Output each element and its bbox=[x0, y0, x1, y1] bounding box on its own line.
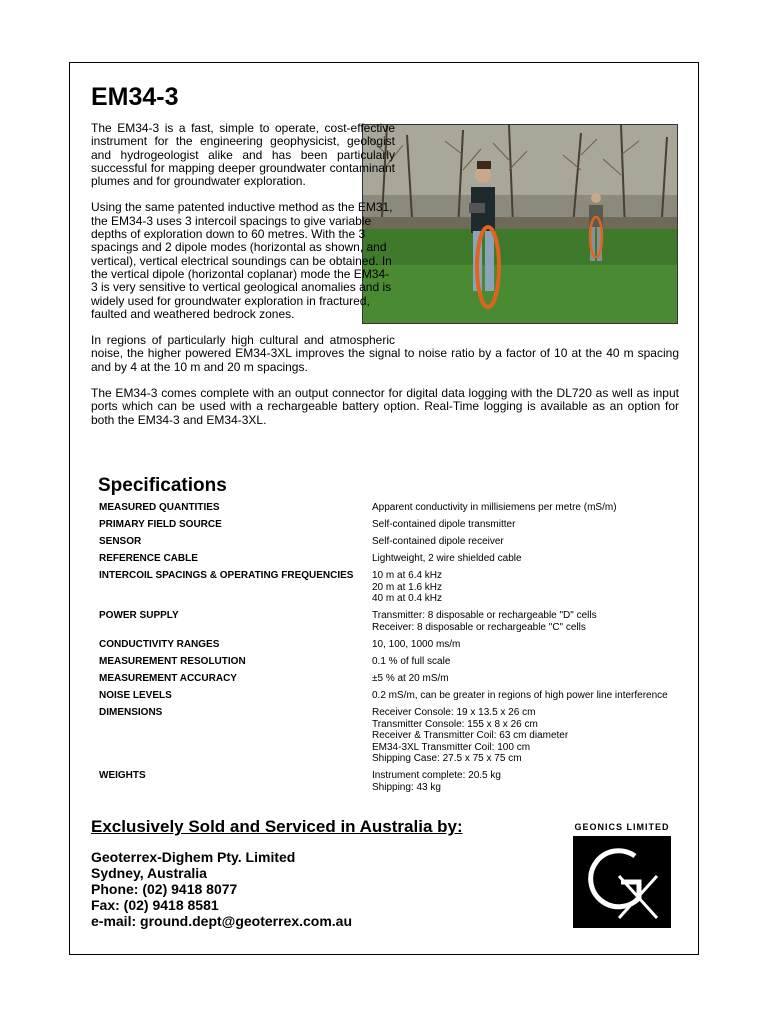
paragraph-logging: The EM34-3 comes complete with an output connector for digital data logging with the DL720 as well as input ports which can be used with a rechargeable battery option. Real-Time logging is available as an option for both the EM34-3 and EM34-3XL. bbox=[91, 386, 679, 427]
spec-label: WEIGHTS bbox=[99, 770, 146, 781]
email-address: e-mail: ground.dept@geoterrex.com.au bbox=[91, 913, 353, 929]
spec-row bbox=[99, 519, 679, 536]
spec-value: Receiver Console: 19 x 13.5 x 26 cm Transmitter Console: 155 x 8 x 26 cm Receiver & Transmitter Coil: 63 cm diameter EM34-3XL Transmitter Coil: 100 cm Shipping Case: 27.5 x 75 x 75 cm bbox=[372, 707, 569, 764]
geonics-logo bbox=[573, 836, 671, 928]
description-text bbox=[91, 122, 679, 440]
company-name: Geoterrex-Dighem Pty. Limited bbox=[91, 849, 296, 865]
spec-row bbox=[99, 553, 679, 570]
spec-label: NOISE LEVELS bbox=[99, 690, 172, 701]
specifications-heading: Specifications bbox=[98, 475, 227, 496]
spec-label: POWER SUPPLY bbox=[99, 610, 179, 621]
spec-label: REFERENCE CABLE bbox=[99, 553, 198, 564]
photo-spacer bbox=[407, 122, 679, 342]
phone-number: Phone: (02) 9418 8077 bbox=[91, 881, 238, 897]
spec-row bbox=[99, 502, 679, 519]
spec-value: Transmitter: 8 disposable or rechargeable "D" cells Receiver: 8 disposable or rechargeable "C" cells bbox=[372, 610, 597, 633]
spec-row bbox=[99, 639, 679, 656]
spec-value: Lightweight, 2 wire shielded cable bbox=[372, 553, 522, 564]
spec-row bbox=[99, 673, 679, 690]
spec-row bbox=[99, 536, 679, 553]
spec-row bbox=[99, 656, 679, 673]
document-title: EM34-3 bbox=[91, 83, 179, 111]
spec-value: Self-contained dipole receiver bbox=[372, 536, 504, 547]
spec-row bbox=[99, 770, 679, 794]
logo-company-name: GEONICS LIMITED bbox=[574, 822, 670, 832]
spec-label: MEASURED QUANTITIES bbox=[99, 502, 220, 513]
spec-label: DIMENSIONS bbox=[99, 707, 163, 718]
spec-label: CONDUCTIVITY RANGES bbox=[99, 639, 220, 650]
spec-label: INTERCOIL SPACINGS & OPERATING FREQUENCIES bbox=[99, 570, 354, 581]
spec-label: SENSOR bbox=[99, 536, 142, 547]
spec-value: 10 m at 6.4 kHz 20 m at 1.6 kHz 40 m at 0.4 kHz bbox=[372, 570, 443, 604]
paragraph-method: Using the same patented inductive method as the EM31, the EM34-3 uses 3 intercoil spacings to give variable depths of exploration down to 60 metres. With the 3 spacings and 2 dipole modes (horizontal as shown, and vertical), vertical electrical soundings can be obtained. In the vertical dipole (horizontal coplanar) mode the EM34-3 is very sensitive to vertical geological anomalies and is widely used for groundwater exploration in fractured, faulted and weathered bedrock zones. bbox=[91, 200, 393, 321]
distributor-heading: Exclusively Sold and Serviced in Australia by: bbox=[91, 817, 463, 836]
spec-value: Apparent conductivity in millisiemens per metre (mS/m) bbox=[372, 502, 617, 513]
spec-value: Instrument complete: 20.5 kg Shipping: 43 kg bbox=[372, 770, 501, 793]
spec-row bbox=[99, 690, 679, 707]
spec-row bbox=[99, 707, 679, 770]
company-city: Sydney, Australia bbox=[91, 865, 207, 881]
spec-value: ±5 % at 20 mS/m bbox=[372, 673, 449, 684]
spec-value: Self-contained dipole transmitter bbox=[372, 519, 516, 530]
spec-value: 0.2 mS/m, can be greater in regions of high power line interference bbox=[372, 690, 668, 701]
paragraph-intro: The EM34-3 is a fast, simple to operate, cost-effective instrument for the engineering geophysicist, geologist and hydrogeologist alike and has been particularly successful for mapping deeper groundwater contaminant plumes and for groundwater exploration. bbox=[91, 121, 395, 189]
spec-value: 0.1 % of full scale bbox=[372, 656, 451, 667]
fax-number: Fax: (02) 9418 8581 bbox=[91, 897, 219, 913]
spec-label: MEASUREMENT ACCURACY bbox=[99, 673, 237, 684]
contact-block bbox=[91, 849, 352, 929]
spec-value: 10, 100, 1000 ms/m bbox=[372, 639, 461, 650]
spec-row bbox=[99, 610, 679, 639]
paragraph-noise: In regions of particularly high cultural and atmospheric noise, the higher powered EM34-3XL improves the signal to noise ratio by a factor of 10 at the 40 m spacing and by 4 at the 10 m and 20 m spacings. bbox=[91, 333, 679, 374]
spec-row bbox=[99, 570, 679, 610]
spec-label: PRIMARY FIELD SOURCE bbox=[99, 519, 222, 530]
specifications-table bbox=[99, 502, 679, 794]
spec-label: MEASUREMENT RESOLUTION bbox=[99, 656, 246, 667]
